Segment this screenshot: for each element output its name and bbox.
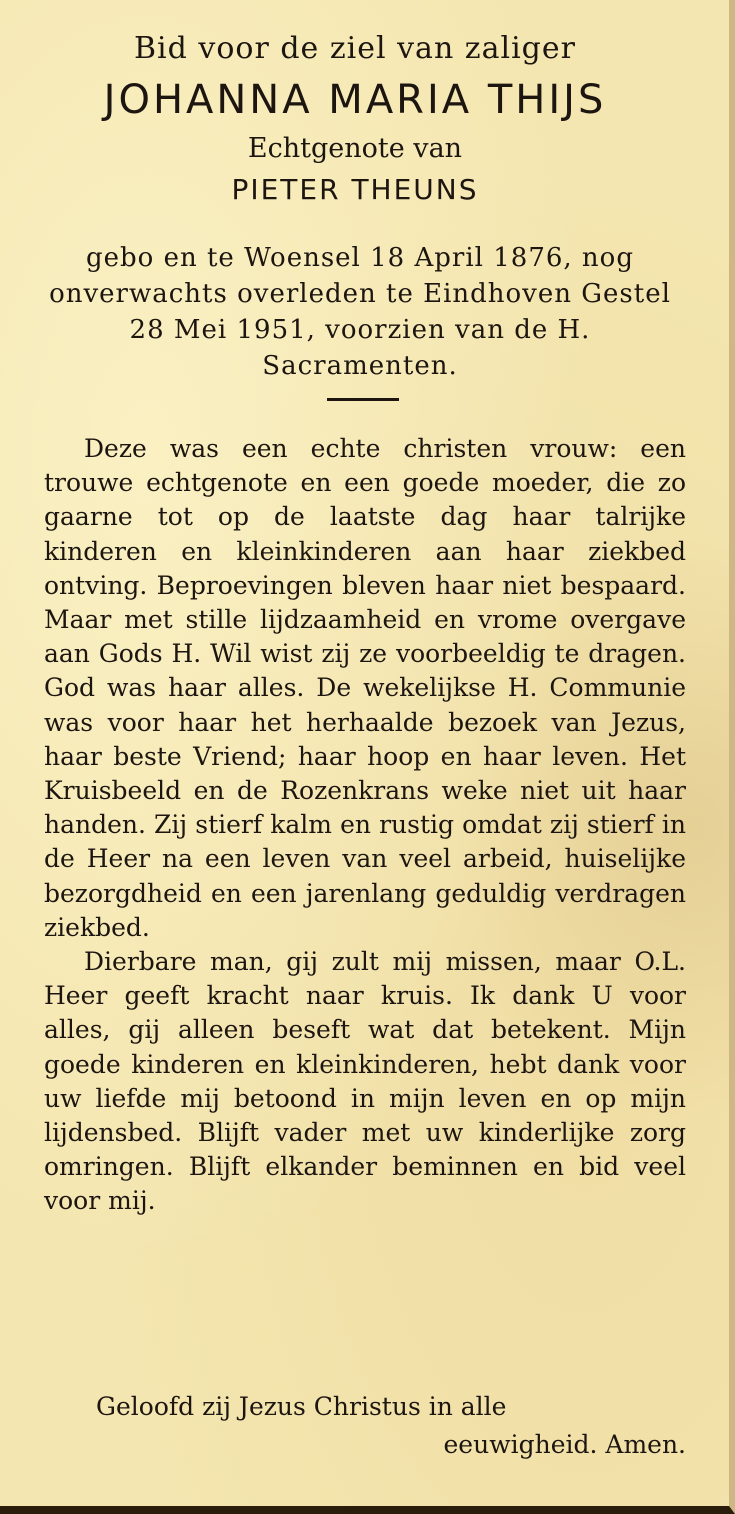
spouse-name: PIETER THEUNS [231,173,479,206]
closing-line-2: eeuwigheid. Amen. [443,1430,686,1459]
closing-line-1: Geloofd zij Jezus Christus in alle [96,1392,507,1421]
memorial-paragraph-2: Dierbare man, gij zult mij missen, maar O.L. Heer geeft kracht naar kruis. Ik dank U voor alles, gij alleen beseft wat dat betekent. Mijn goede kinderen en kleinkinderen, hebt dank voor uw liefde mij betoond in mijn leven en op mijn lijdensbed. Blijft vader met uw kinderlijke zorg omringen. Blijft elkander beminnen en bid veel voor mij. [44,947,686,1216]
life-dates: gebo en te Woensel 18 April 1876, nog onverwachts overleden te Eindhoven Gestel 28 Mei 1951, voorzien van de H. Sacramenten. [49,243,671,381]
memorial-text [44,432,686,1219]
card-header [0,30,710,210]
deceased-name: JOHANNA MARIA THIJS [103,77,607,123]
memorial-paragraph-1: Deze was een echte christen vrouw: een trouwe echtgenote en een goede moeder, die zo gaarne tot op de laatste dag haar talrijke kinderen en kleinkinderen aan haar ziekbed ontving. Beproevingen bleven haar niet bespaard. Maar met stille lijdzaamheid en vrome overgave aan Gods H. Wil wist zij ze voorbeeldig te dragen. God was haar alles. De wekelijkse H. Communie was voor haar het herhaalde bezoek van Jezus, haar beste Vriend; haar hoop en haar leven. Het Kruisbeeld en de Rozenkrans weke niet uit haar handen. Zij stierf kalm en rustig omdat zij stierf in de Heer na een leven van veel arbeid, huiselijke bezorgdheid en een jarenlang geduldig verdragen ziekbed. [44,434,686,942]
prayer-intro: Bid voor de ziel van zaliger [134,31,576,66]
closing-prayer [44,1388,686,1464]
spouse-intro: Echtgenote van [247,133,463,164]
divider-line [327,398,399,401]
